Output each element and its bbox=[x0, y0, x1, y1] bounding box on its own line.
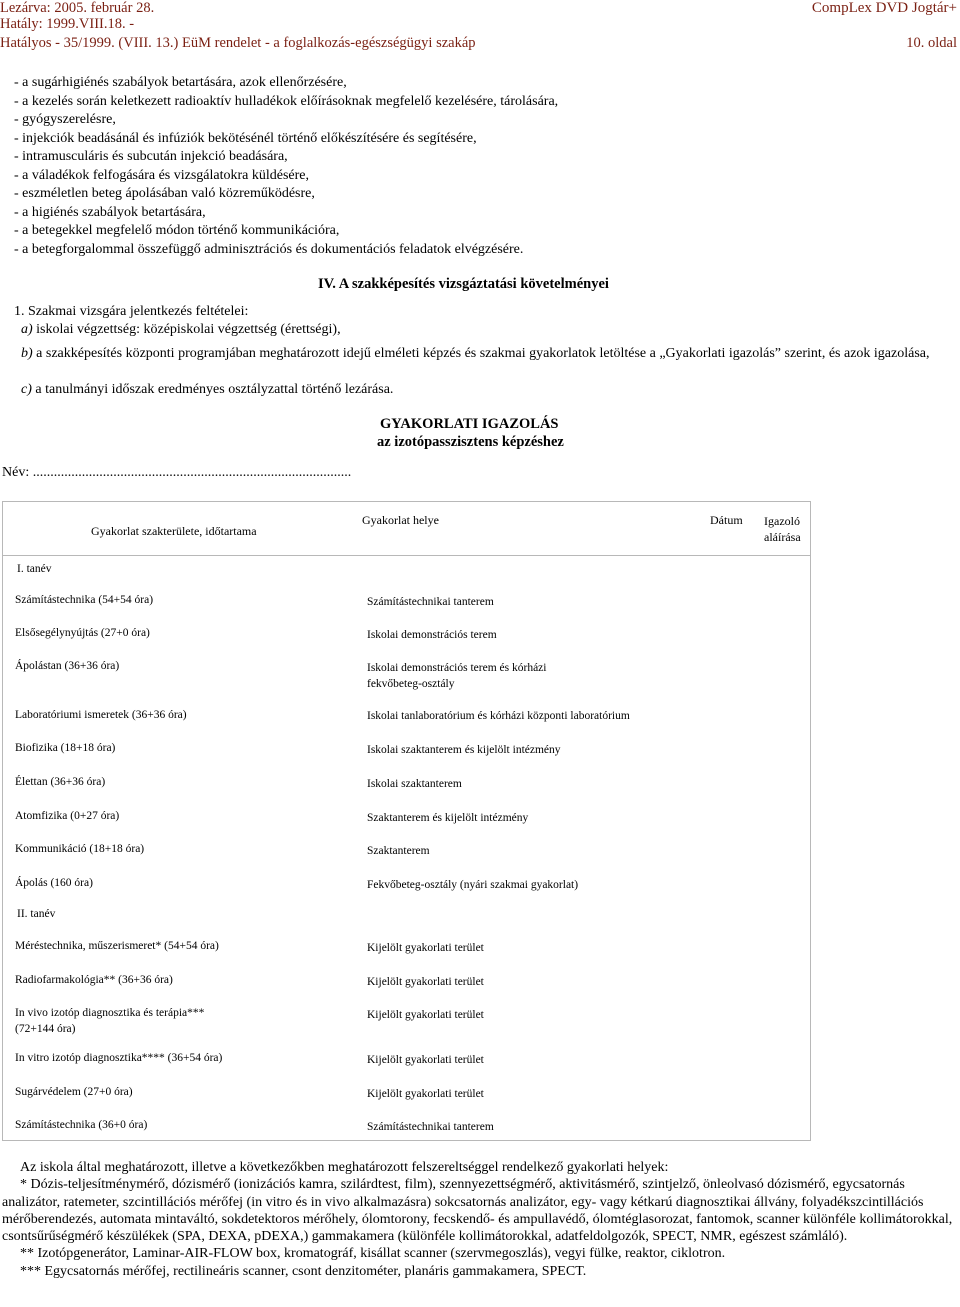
year-label: I. tanév bbox=[17, 563, 52, 575]
list-item: - a betegekkel megfelelő módon történő kommunikációra, bbox=[14, 223, 340, 238]
year-label: II. tanév bbox=[17, 908, 56, 920]
list-item: - a kezelés során keletkezett radioaktív hulladékok előírásoknak megfelelő kezelésére, tárolására, bbox=[14, 93, 559, 109]
closing-date: Lezárva: 2005. február 28. bbox=[0, 0, 155, 16]
table-cell-place: Szaktanterem és kijelölt intézmény bbox=[367, 812, 529, 824]
equipment-notes bbox=[2, 1159, 955, 1280]
table-cell-place: Kijelölt gyakorlati terület bbox=[367, 1054, 484, 1066]
list-item: - a váladékok felfogására és vizsgálatokra küldésére, bbox=[14, 167, 310, 183]
list-item: - intramusculáris és subcután injekció beadására, bbox=[14, 149, 288, 164]
table-cell-place: Kijelölt gyakorlati terület bbox=[367, 1009, 484, 1021]
name-field: Név: ........................................................................................... bbox=[2, 465, 352, 480]
table-cell-place: Számítástechnikai tanterem bbox=[367, 596, 494, 608]
requirement-b: b) a szakképesítés központi programjában meghatározott idejű elméleti képzés és szakmai gyakorlatok letöltése a „Gyakorlati igazolás” szerint, és azok igazolása, bbox=[21, 346, 930, 361]
notes-intro: Az iskola által meghatározott, illetve a következőkben meghatározott felszereltséggel rendelkező gyakorlati helyek: bbox=[20, 1160, 669, 1175]
table-row: Számítástechnika (36+0 óra) bbox=[15, 1119, 148, 1131]
requirements-title: 1. Szakmai vizsgára jelentkezés feltételei: bbox=[14, 304, 249, 319]
list-item: - gyógyszerelésre, bbox=[14, 112, 116, 127]
table-row: Ápolástan (36+36 óra) bbox=[15, 660, 120, 672]
section-title: IV. A szakképesítés vizsgáztatási követelményei bbox=[318, 276, 609, 292]
table-cell-place: Kijelölt gyakorlati terület bbox=[367, 1088, 484, 1100]
list-item: - a sugárhigiénés szabályok betartására, azok ellenőrzésére, bbox=[14, 75, 347, 90]
table-row: Atomfizika (0+27 óra) bbox=[15, 810, 120, 822]
page-header bbox=[0, 0, 960, 55]
table-cell-place: Iskolai demonstrációs terem és kórházi fekvőbeteg-osztály bbox=[367, 662, 547, 690]
table-cell-place: Számítástechnikai tanterem bbox=[367, 1121, 494, 1133]
task-list bbox=[14, 74, 558, 259]
table-row: Méréstechnika, műszerismeret* (54+54 óra) bbox=[15, 940, 219, 952]
table-cell-place: Iskolai szaktanterem és kijelölt intézmény bbox=[367, 744, 561, 756]
table-cell-place: Kijelölt gyakorlati terület bbox=[367, 976, 484, 988]
table-row: Elsősegélynyújtás (27+0 óra) bbox=[15, 627, 150, 639]
table-cell-place: Iskolai tanlaboratórium és kórházi központi laboratórium bbox=[367, 710, 630, 722]
table-cell-place: Szaktanterem bbox=[367, 845, 430, 857]
list-item: - eszméletlen beteg ápolásában való közreműködésre, bbox=[14, 186, 315, 201]
table-row: Élettan (36+36 óra) bbox=[15, 776, 106, 788]
requirement-c: c) a tanulmányi időszak eredményes osztályzattal történő lezárása. bbox=[21, 382, 394, 397]
note-2: ** Izotópgenerátor, Laminar-AIR-FLOW box, kromatográf, kisállat scanner (szervmegoszlás), vegyi fülke, reaktor, ciklotron. bbox=[20, 1246, 726, 1262]
table-row: Számítástechnika (54+54 óra) bbox=[15, 594, 154, 606]
table-header: Gyakorlat szakterülete, időtartama Gyakorlat helye Dátum Igazoló aláírása bbox=[3, 502, 810, 556]
practice-table bbox=[2, 501, 811, 1141]
document-title: Hatályos - 35/1999. (VIII. 13.) EüM rendelet - a foglalkozás-egészségügyi szakáp bbox=[0, 35, 476, 51]
table-cell-place: Fekvőbeteg-osztály (nyári szakmai gyakorlat) bbox=[367, 879, 579, 891]
table-row: Laboratóriumi ismeretek (36+36 óra) bbox=[15, 709, 187, 721]
table-row: Biofizika (18+18 óra) bbox=[15, 742, 116, 754]
table-row: In vitro izotóp diagnosztika**** (36+54 óra) bbox=[15, 1052, 223, 1064]
table-cell-place: Iskolai szaktanterem bbox=[367, 778, 462, 790]
table-row: Radiofarmakológia** (36+36 óra) bbox=[15, 974, 173, 986]
validity: Hatály: 1999.VIII.18. - bbox=[0, 16, 135, 32]
table-row: Kommunikáció (18+18 óra) bbox=[15, 843, 145, 855]
certificate-title: GYAKORLATI IGAZOLÁS az izotópasszisztens képzéshez bbox=[377, 416, 564, 450]
note-1: * Dózis-teljesítménymérő, dózismérő (ionizációs kamra, szilárdtest, film), szennyezettségmérő, aktivitásmérő, szintjelző, önleolvasó dózismérő, egycsatornás analizátor, ratemeter, szcintillációs mérőfej (in vitro és in vivo alkalmazásra) sokcsatornás analizátor, egy- vagy kétkarú diagnosztikai állvány, folyadékszcintillációs mérőberendezés, automata mintaváltó, sokdetektoros mérőhely, ólomtorony, fecskendő- és ampullavédő, ólomtéglasorozat, fantomok, scanner különféle kollimátorokkal, csontsűrűségmérő készülékek (SPA, DEXA, pDEXA,) gammakamera (különféle kollimátorokkal, adatfeldolgozók, SPECT, NMR, egészest számláló). bbox=[2, 1177, 953, 1245]
table-row: In vivo izotóp diagnosztika és terápia*** (72+144 óra) bbox=[15, 1007, 205, 1035]
table-row: Sugárvédelem (27+0 óra) bbox=[15, 1086, 133, 1098]
list-item: - injekciók beadásánál és infúziók bekötésénél történő előkészítésére és segítésére, bbox=[14, 130, 477, 146]
table-row: Ápolás (160 óra) bbox=[15, 877, 93, 889]
product-name: CompLex DVD Jogtár+ bbox=[811, 0, 957, 16]
table-cell-place: Iskolai demonstrációs terem bbox=[367, 629, 497, 641]
requirement-a: a) iskolai végzettség: középiskolai végzettség (érettségi), bbox=[21, 322, 341, 337]
page-number: 10. oldal bbox=[906, 35, 957, 51]
list-item: - a betegforgalommal összefüggő adminisztrációs és dokumentációs feladatok elvégzésére. bbox=[14, 241, 524, 257]
list-item: - a higiénés szabályok betartására, bbox=[14, 204, 206, 220]
note-3: *** Egycsatornás mérőfej, rectilineáris scanner, csont denzitométer, planáris gammakamera, SPECT. bbox=[20, 1263, 587, 1279]
table-cell-place: Kijelölt gyakorlati terület bbox=[367, 942, 484, 954]
